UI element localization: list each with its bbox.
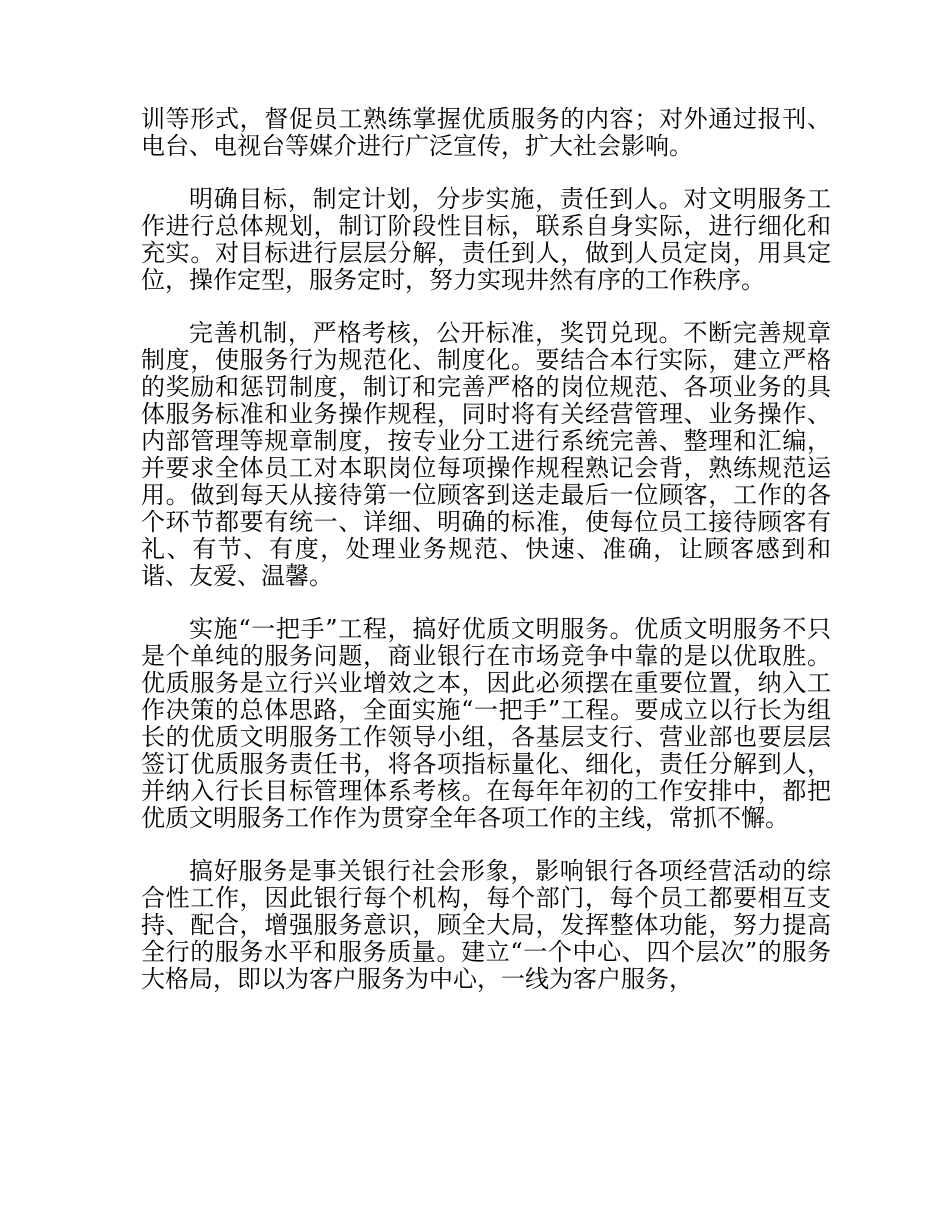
paragraph-1: 训等形式，督促员工熟练掌握优质服务的内容；对外通过报刊、电台、电视台等媒介进行广泛宣传，扩大社会影响。	[141, 105, 831, 160]
paragraph-5: 搞好服务是事关银行社会形象，影响银行各项经营活动的综合性工作，因此银行每个机构，每个部门，每个员工都要相互支持、配合，增强服务意识，顾全大局，发挥整体功能，努力提高全行的服务水平和服务质量。建立“一个中心、四个层次”的服务大格局，即以为客户服务为中心，一线为客户服务，	[141, 857, 831, 993]
paragraph-3: 完善机制，严格考核，公开标准，奖罚兑现。不断完善规章制度，使服务行为规范化、制度化。要结合本行实际，建立严格的奖励和惩罚制度，制订和完善严格的岗位规范、各项业务的具体服务标准和业务操作规程，同时将有关经营管理、业务操作、内部管理等规章制度，按专业分工进行系统完善、整理和汇编，并要求全体员工对本职岗位每项操作规程熟记会背，熟练规范运用。做到每天从接待第一位顾客到送走最后一位顾客，工作的各个环节都要有统一、详细、明确的标准，使每位员工接待顾客有礼、有节、有度，处理业务规范、快速、准确，让顾客感到和谐、友爱、温馨。	[141, 319, 831, 590]
document-page	[141, 106, 831, 1019]
paragraph-2: 明确目标，制定计划，分步实施，责任到人。对文明服务工作进行总体规划，制订阶段性目标，联系自身实际，进行细化和充实。对目标进行层层分解，责任到人，做到人员定岗，用具定位，操作定型，服务定时，努力实现井然有序的工作秩序。	[141, 185, 831, 294]
paragraph-4: 实施“一把手”工程，搞好优质文明服务。优质文明服务不只是个单纯的服务问题，商业银行在市场竞争中靠的是以优取胜。优质服务是立行兴业增效之本，因此必须摆在重要位置，纳入工作决策的总体思路，全面实施“一把手”工程。要成立以行长为组长的优质文明服务工作领导小组，各基层支行、营业部也要层层签订优质服务责任书，将各项指标量化、细化，责任分解到人，并纳入行长目标管理体系考核。在每年年初的工作安排中，都把优质文明服务工作作为贯穿全年各项工作的主线，常抓不懈。	[141, 615, 831, 832]
